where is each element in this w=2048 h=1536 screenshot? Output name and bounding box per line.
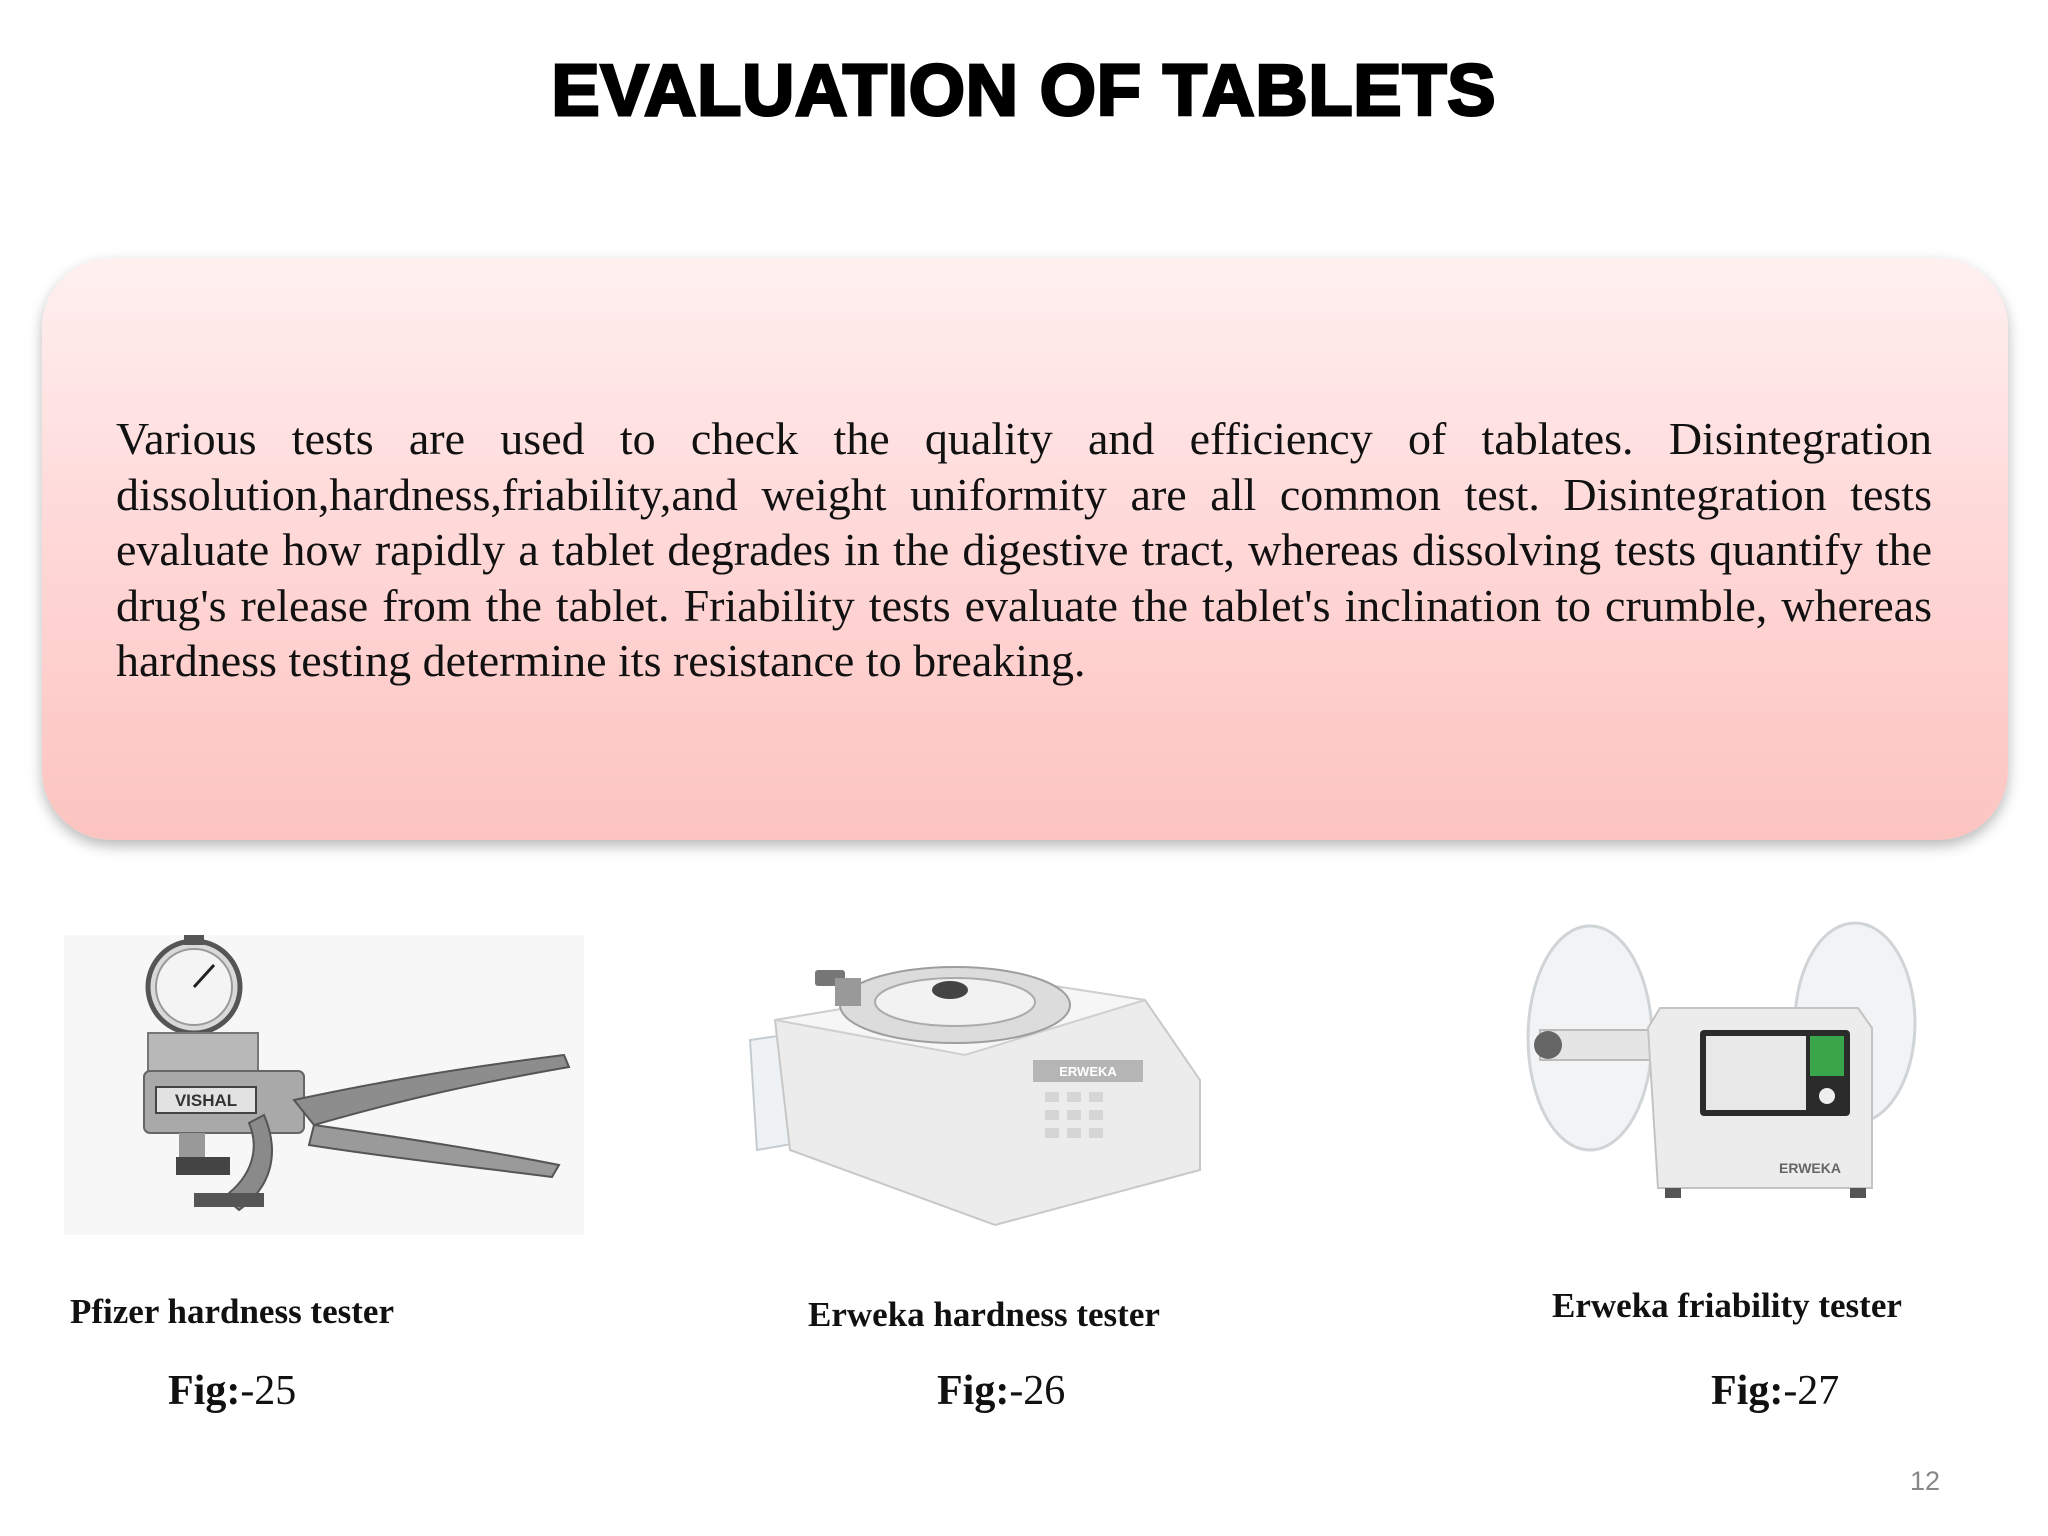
figure-label: Fig: (168, 1368, 241, 1414)
figure-caption: Erweka hardness tester (808, 1295, 1160, 1334)
page-number: 12 (1909, 1466, 1941, 1496)
figure-number (1711, 1367, 1839, 1415)
figure-number (937, 1367, 1065, 1415)
gauge-label: VISHAL (174, 1091, 238, 1110)
erweka-hardness-tester-image (745, 960, 1215, 1235)
figure-label: Fig: (937, 1368, 1010, 1414)
slide-title: EVALUATION OF TABLETS (551, 51, 1497, 131)
figure-number (168, 1367, 296, 1415)
figure-index: -25 (240, 1368, 297, 1414)
figure-index: -27 (1783, 1368, 1840, 1414)
figure-caption: Pfizer hardness tester (70, 1292, 394, 1331)
brand-label: ERWEKA (1779, 1160, 1841, 1176)
erweka-friability-tester-image (1520, 918, 1920, 1228)
figure-caption: Erweka friability tester (1552, 1286, 1902, 1325)
pfizer-hardness-tester-image (64, 935, 584, 1235)
figure-index: -26 (1009, 1368, 1066, 1414)
description-box (42, 258, 2008, 840)
figure-label: Fig: (1711, 1368, 1784, 1414)
description-text: Various tests are used to check the quality and efficiency of tablates. Disintegration dissolution,hardness,friability,and weight uniformity are all common test. Disintegration tests evaluate how rapidly a tablet degrades in the digestive tract, whereas dissolving tests quantify the drug's release from the tablet. Friability tests evaluate the tablet's inclination to crumble, whereas hardness testing determine its resistance to breaking. (116, 413, 1932, 686)
brand-label: ERWEKA (1059, 1064, 1117, 1079)
